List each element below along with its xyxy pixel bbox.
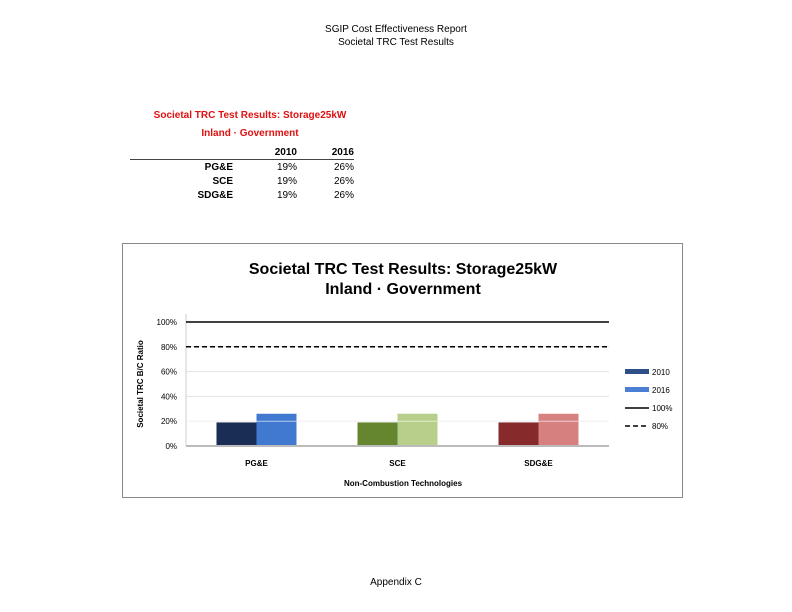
x-axis-label: Non-Combustion Technologies (343, 479, 463, 488)
chart-subtitle: Inland · Government (325, 281, 481, 298)
legend-swatch-2010 (625, 369, 649, 374)
row-label: SCE (212, 175, 233, 187)
cell: 19% (276, 175, 297, 187)
cell: 26% (333, 175, 354, 187)
bar-2010-PG&E (217, 422, 257, 446)
y-tick-label: 100% (156, 318, 177, 327)
table-header-row (130, 145, 354, 160)
bar-2016-SCE (398, 414, 438, 446)
table-subtitle: Inland · Government (201, 128, 299, 139)
table-row (130, 160, 354, 175)
row-label: PG&E (204, 161, 233, 173)
chart-title: Societal TRC Test Results: Storage25kW (248, 261, 558, 278)
legend-label: 80% (652, 422, 669, 431)
row-label: SDG&E (197, 189, 233, 201)
column-header: 2010 (274, 146, 297, 158)
bar-2016-PG&E (257, 414, 297, 446)
y-tick-label: 60% (160, 367, 177, 377)
cell: 26% (333, 189, 354, 201)
legend-label: 100% (652, 404, 673, 413)
legend-label: 2010 (652, 368, 670, 377)
x-tick-label: SCE (389, 459, 406, 468)
bar-2016-SDG&E (539, 414, 579, 446)
y-tick-label: 40% (160, 392, 177, 402)
cell: 26% (333, 161, 354, 173)
chart-container (122, 243, 683, 498)
results-table (130, 145, 354, 202)
table-row (130, 174, 354, 188)
report-subtitle: Societal TRC Test Results (338, 37, 454, 48)
y-tick-label: 80% (160, 342, 177, 352)
bar-chart (123, 244, 682, 497)
legend-label: 2016 (652, 386, 670, 395)
bar-2010-SCE (358, 422, 398, 446)
table-row (130, 188, 354, 202)
bar-2010-SDG&E (499, 422, 539, 446)
y-tick-label: 0% (165, 442, 177, 451)
y-tick-label: 20% (160, 417, 177, 427)
cell: 19% (276, 189, 297, 201)
footer-text: Appendix C (370, 577, 422, 588)
table-title: Societal TRC Test Results: Storage25kW (153, 110, 347, 121)
report-title: SGIP Cost Effectiveness Report (325, 24, 467, 35)
column-header: 2016 (331, 146, 354, 158)
cell: 19% (276, 161, 297, 173)
x-tick-label: PG&E (245, 459, 268, 468)
y-axis-label: Societal TRC B/C Ratio (136, 340, 145, 428)
x-tick-label: SDG&E (524, 459, 553, 468)
legend-swatch-2016 (625, 387, 649, 392)
